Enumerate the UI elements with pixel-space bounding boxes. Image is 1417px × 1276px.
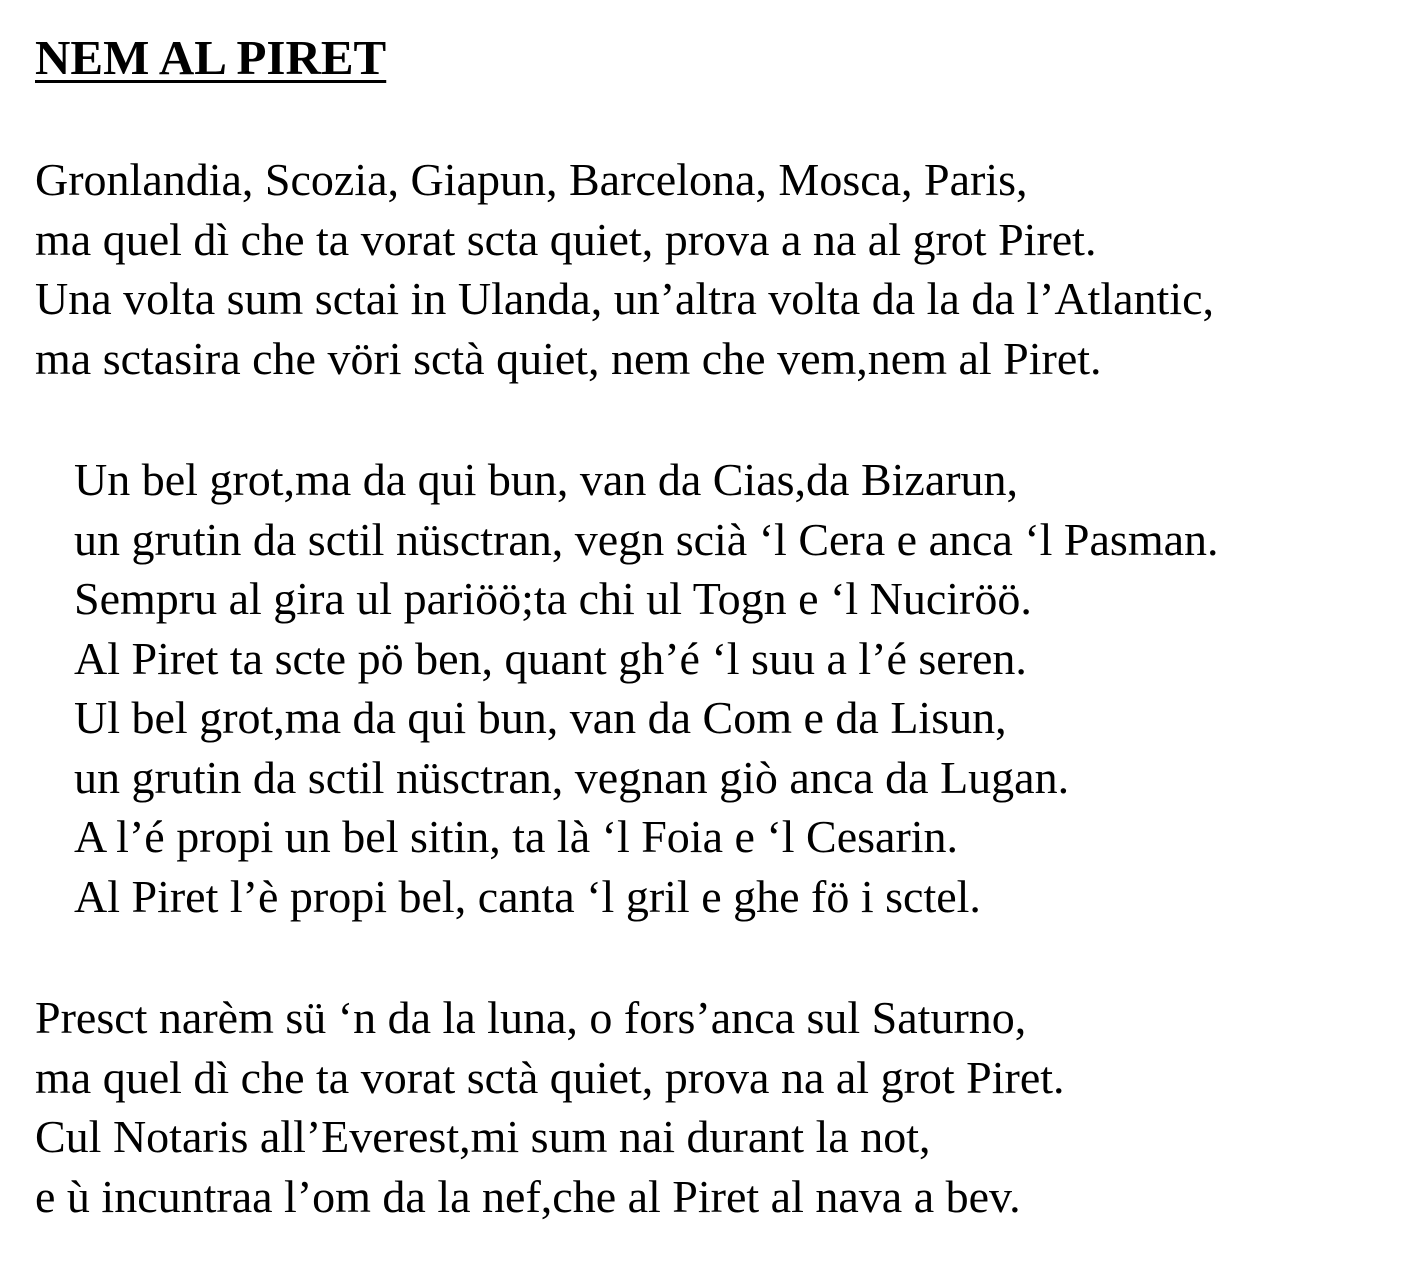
verse-line: ma sctasira che vöri sctà quiet, nem che vem,nem al Piret. (35, 332, 1102, 384)
refrain-line: Al Piret ta scte pö ben, quant gh’é ‘l suu a l’é seren. (74, 632, 1027, 684)
verse-line: Presct narèm sü ‘n da la luna, o fors’anca sul Saturno, (35, 992, 1027, 1043)
verse-line: ma quel dì che ta vorat sctà quiet, prova na al grot Piret. (35, 1051, 1065, 1103)
refrain-line: Ul bel grot,ma da qui bun, van da Com e da Lisun, (74, 692, 1007, 743)
refrain-line: A l’é propi un bel sitin, ta là ‘l Foia e ‘l Cesarin. (74, 811, 959, 862)
refrain-line: Un bel grot,ma da qui bun, van da Cias,da Bizarun, (74, 454, 1019, 505)
stanza-2-refrain (74, 450, 1219, 926)
stanza-1 (35, 150, 1214, 388)
verse-line: e ù incuntraa l’om da la nef,che al Piret al nava a bev. (35, 1170, 1021, 1222)
verse-line: Cul Notaris all’Everest,mi sum nai durant la not, (35, 1111, 931, 1162)
stanza-3 (35, 988, 1065, 1226)
refrain-line: Al Piret l’è propi bel, canta ‘l gril e ghe fö i sctel. (74, 870, 981, 922)
refrain-line: un grutin da sctil nüsctran, vegn scià ‘l Cera e anca ‘l Pasman. (74, 513, 1219, 565)
verse-line: ma quel dì che ta vorat scta quiet, prova a na al grot Piret. (35, 213, 1097, 265)
refrain-line: un grutin da sctil nüsctran, vegnan giò anca da Lugan. (74, 751, 1070, 803)
refrain-line: Sempru al gira ul pariöö;ta chi ul Togn e ‘l Nuciröö. (74, 573, 1032, 624)
verse-line: Gronlandia, Scozia, Giapun, Barcelona, Mosca, Paris, (35, 154, 1028, 205)
song-title: NEM AL PIRET (35, 30, 387, 85)
verse-line: Una volta sum sctai in Ulanda, un’altra volta da la da l’Atlantic, (35, 273, 1215, 324)
